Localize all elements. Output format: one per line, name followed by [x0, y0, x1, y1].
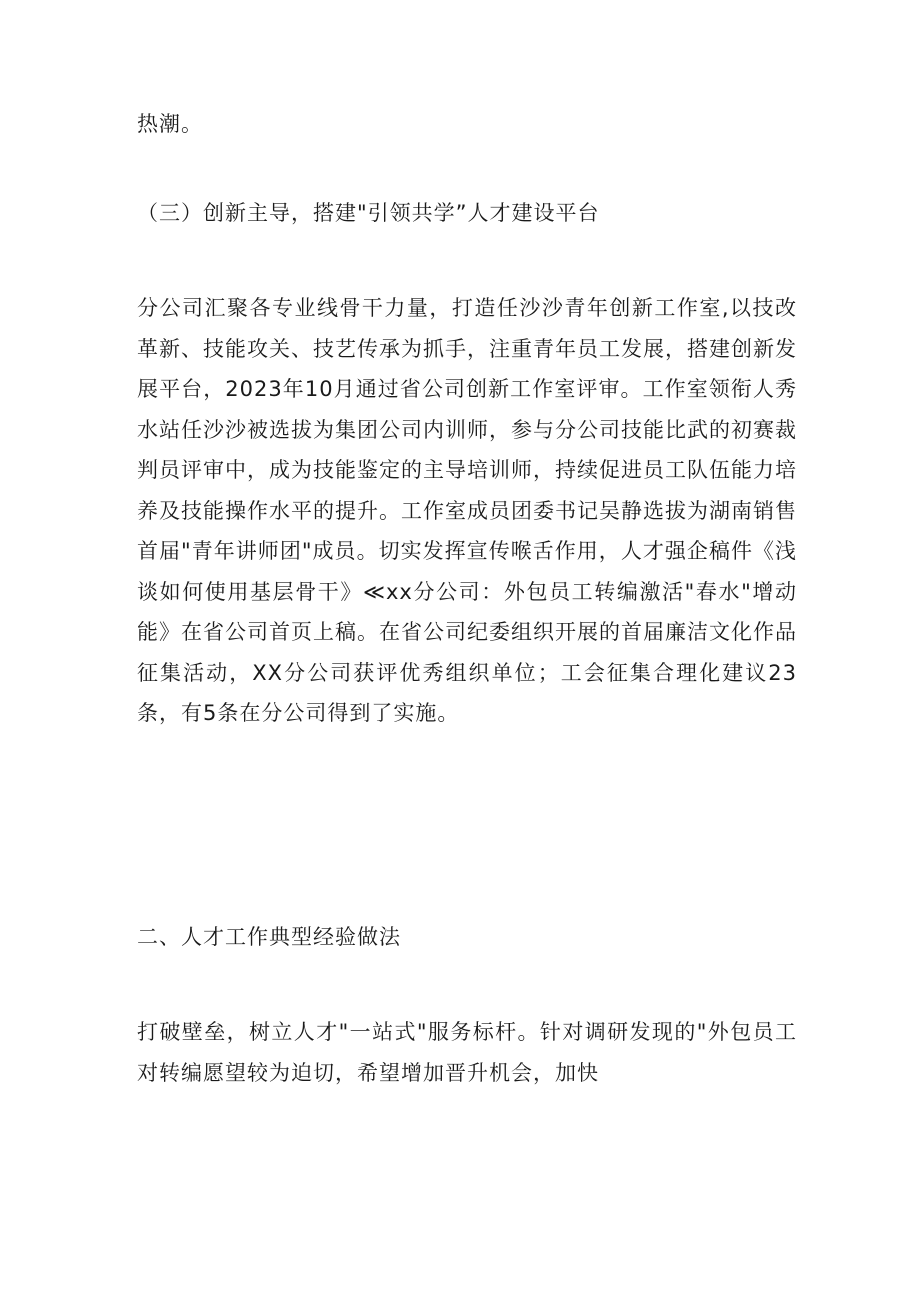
body-paragraph-experience: 打破壁垒，树立人才"一站式"服务标杆。针对调研发现的"外包员工对转编愿望较为迫切，希望增加晋升机会，加快 [137, 1020, 797, 1085]
body-paragraph-innovation: 分公司汇聚各专业线骨干力量，打造任沙沙青年创新工作室,以技改革新、技能攻关、技艺传承为抓手，注重青年员工发展，搭建创新发展平台，2023年10月通过省公司创新工作室评审。工作室领衔人秀水站任沙沙被选拔为集团公司内训师，参与分公司技能比武的初赛裁判员评审中，成为技能鉴定的主导培训师，持续促进员工队伍能力培养及技能操作水平的提升。工作室成员团委书记吴静选拔为湖南销售首届"青年讲师团"成员。切实发挥宣传喉舌作用，人才强企稿件《浅谈如何使用基层骨干》≪xx分公司：外包员工转编激活"春水"增动能》在省公司首页上稿。在省公司纪委组织开展的首届廉洁文化作品征集活动，XX分公司获评优秀组织单位；工会征集合理化建议23条，有5条在分公司得到了实施。 [137, 296, 797, 725]
section-heading-2: 二、人才工作典型经验做法 [137, 925, 401, 949]
continuation-text: 热潮。 [137, 112, 203, 136]
section-heading-3: （三）创新主导，搭建"引领共学”人才建设平台 [137, 201, 600, 225]
